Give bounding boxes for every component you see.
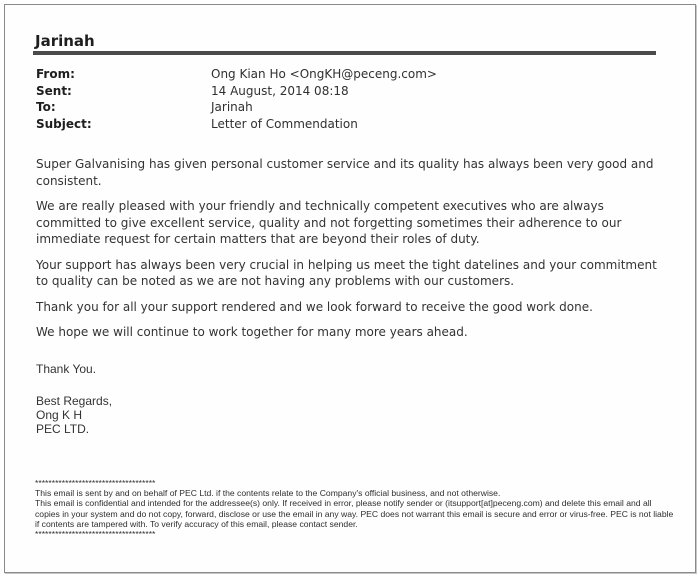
closing-line: Thank You.: [36, 362, 97, 376]
body-paragraph: Thank you for all your support rendered and we look forward to receive the good work done.: [36, 299, 593, 314]
header-value: 14 August, 2014 08:18: [211, 83, 349, 98]
header-subject: [36, 116, 437, 133]
email-body: [36, 156, 661, 350]
body-paragraph: We are really pleased with your friendly and technically competent executives who are always committed to give excellent service, quality and not forgetting sometimes their adherence to our immediate request for certain matters that are beyond their roles of duty.: [36, 199, 622, 246]
header-label: To:: [36, 100, 56, 114]
header-label: Sent:: [36, 83, 72, 98]
header-value: Ong Kian Ho <OngKH@peceng.com>: [211, 67, 437, 81]
title-divider: [33, 51, 656, 55]
signature-name: Ong K H: [36, 408, 83, 422]
header-to: [36, 99, 437, 116]
body-paragraph: We hope we will continue to work together for many more years ahead.: [36, 325, 468, 339]
header-label: From:: [36, 67, 75, 81]
signature-company: PEC LTD.: [36, 422, 90, 436]
signature-line: Best Regards,: [36, 394, 113, 408]
header-value: Letter of Commendation: [211, 116, 358, 131]
header-sent: [36, 83, 437, 100]
body-paragraph: Your support has always been very crucial in helping us meet the tight datelines and your commitment to quality can be noted as we are not having any problems with our customers.: [36, 257, 657, 288]
disclaimer-line: This email is sent by and on behalf of PEC Ltd. if the contents relate to the Company's official business, and not otherwise.: [35, 488, 501, 499]
email-title: Jarinah: [35, 32, 95, 50]
email-headers: [36, 66, 437, 132]
disclaimer-divider-top: ************************************: [35, 478, 156, 488]
disclaimer-divider-bottom: ************************************: [35, 529, 156, 540]
header-from: [36, 66, 437, 83]
disclaimer-line: This email is confidential and intended for the addressee(s) only. If received in error, please notify sender or (itsupport[at]peceng.com) and delete this email and all copies in your system and do not copy, forward, disclose or use the email in any way. PEC does not warrant this email is secure and error or virus-free. PEC is not liable if contents are tampered with. To verify accuracy of this email, please contact sender.: [35, 498, 674, 529]
disclaimer: [35, 478, 675, 539]
body-paragraph: Super Galvanising has given personal customer service and its quality has always been very good and consistent.: [36, 157, 654, 188]
header-label: Subject:: [36, 116, 92, 131]
signature-block: [36, 362, 112, 436]
header-value: Jarinah: [211, 100, 253, 114]
